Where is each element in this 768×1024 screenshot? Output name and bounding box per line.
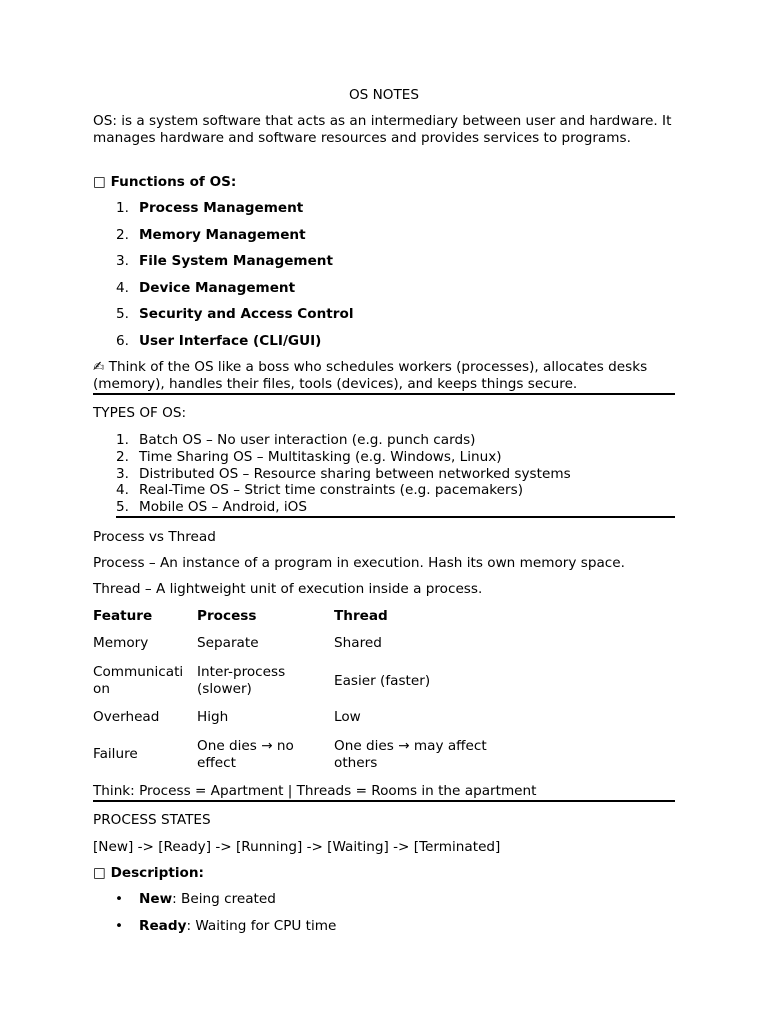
list-item-text: Mobile OS – Android, iOS — [139, 499, 307, 516]
list-number: 3. — [116, 253, 129, 270]
writing-hand-icon: ✍ — [93, 359, 105, 375]
table-cell: Overhead — [93, 709, 160, 725]
section-divider — [116, 516, 675, 518]
box-icon: □ — [93, 865, 106, 881]
functions-list — [93, 200, 675, 360]
table-cell: Memory — [93, 635, 149, 651]
box-icon: □ — [93, 174, 106, 190]
table-cell: High — [197, 709, 229, 725]
list-item-text: User Interface (CLI/GUI) — [139, 332, 322, 349]
list-item — [93, 449, 675, 466]
table-header: Feature — [93, 608, 153, 624]
table-cell: One dies → no effect — [197, 737, 294, 771]
types-heading: TYPES OF OS: — [93, 405, 187, 421]
list-item — [93, 227, 675, 254]
list-item-text: File System Management — [139, 253, 333, 270]
list-number: 5. — [116, 499, 129, 516]
table-cell: One dies → may affect others — [334, 737, 487, 771]
table-cell: Easier (faster) — [334, 672, 431, 689]
state-description: : Being created — [172, 891, 276, 907]
table-cell: Shared — [334, 635, 382, 651]
analogy-text: Think of the OS like a boss who schedules workers (processes), allocates desks (memory), handles their files, tools (devices), and keeps things secure. — [93, 359, 648, 392]
table-row — [93, 658, 514, 704]
comparison-table — [93, 604, 514, 778]
list-item — [93, 253, 675, 280]
section-divider — [93, 393, 675, 395]
analogy-line: Think: Process = Apartment | Threads = Rooms in the apartment — [93, 783, 537, 799]
list-item — [93, 918, 675, 945]
states-heading: PROCESS STATES — [93, 812, 211, 828]
state-description: : Waiting for CPU time — [186, 918, 337, 934]
state-name: Ready — [139, 918, 187, 934]
list-item — [93, 466, 675, 483]
section-divider — [93, 800, 675, 802]
bullet-icon: • — [115, 918, 124, 934]
list-item-text: Batch OS – No user interaction (e.g. punch cards) — [139, 432, 476, 448]
document-title: OS NOTES — [348, 87, 420, 103]
list-number: 4. — [116, 482, 129, 499]
table-header: Thread — [334, 608, 388, 624]
table-cell: Separate — [197, 635, 259, 651]
list-item — [93, 432, 675, 449]
list-item — [93, 499, 675, 516]
table-row — [93, 629, 514, 658]
list-number: 1. — [116, 200, 129, 216]
list-item-text: Real-Time OS – Strict time constraints (e.g. pacemakers) — [139, 482, 524, 499]
table-header-row — [93, 604, 514, 629]
list-item — [93, 333, 675, 360]
intro-paragraph: OS: is a system software that acts as an intermediary between user and hardware. It manages hardware and software resources and provides services to programs. — [93, 113, 672, 146]
list-item-text: Memory Management — [139, 226, 306, 243]
description-heading-text: Description: — [110, 865, 204, 881]
list-item — [93, 200, 675, 227]
table-cell: Low — [334, 709, 361, 725]
bullet-icon: • — [115, 891, 124, 907]
functions-heading-text: Functions of OS: — [110, 174, 237, 190]
list-number: 2. — [116, 448, 129, 465]
pvt-heading: Process vs Thread — [93, 529, 216, 545]
state-name: New — [139, 891, 173, 907]
list-number: 5. — [116, 306, 129, 323]
table-cell: Inter-process (slower) — [197, 664, 286, 697]
table-row — [93, 731, 514, 778]
list-item-text: Distributed OS – Resource sharing between networked systems — [139, 465, 571, 482]
functions-heading — [93, 174, 675, 191]
analogy-paragraph — [93, 359, 675, 393]
list-number: 4. — [116, 279, 129, 296]
description-heading — [93, 865, 675, 882]
list-item-text: Security and Access Control — [139, 306, 354, 323]
table-header: Process — [197, 608, 257, 624]
table-cell: Communicati on — [93, 664, 184, 697]
process-definition: Process – An instance of a program in execution. Hash its own memory space. — [93, 555, 625, 571]
list-number: 1. — [116, 432, 129, 448]
list-item — [93, 280, 675, 307]
states-list — [93, 891, 675, 945]
table-row — [93, 704, 514, 731]
list-number: 6. — [116, 332, 129, 349]
thread-definition: Thread – A lightweight unit of execution inside a process. — [93, 581, 483, 597]
types-list — [93, 432, 675, 516]
list-item-text: Time Sharing OS – Multitasking (e.g. Windows, Linux) — [139, 448, 502, 465]
list-item — [93, 306, 675, 333]
list-number: 3. — [116, 465, 129, 482]
list-number: 2. — [116, 226, 129, 243]
list-item — [93, 891, 675, 918]
list-item-text: Process Management — [139, 200, 304, 216]
list-item-text: Device Management — [139, 279, 296, 296]
states-flow: [New] -> [Ready] -> [Running] -> [Waiting] -> [Terminated] — [93, 839, 501, 855]
table-cell: Failure — [93, 746, 138, 762]
list-item — [93, 482, 675, 499]
